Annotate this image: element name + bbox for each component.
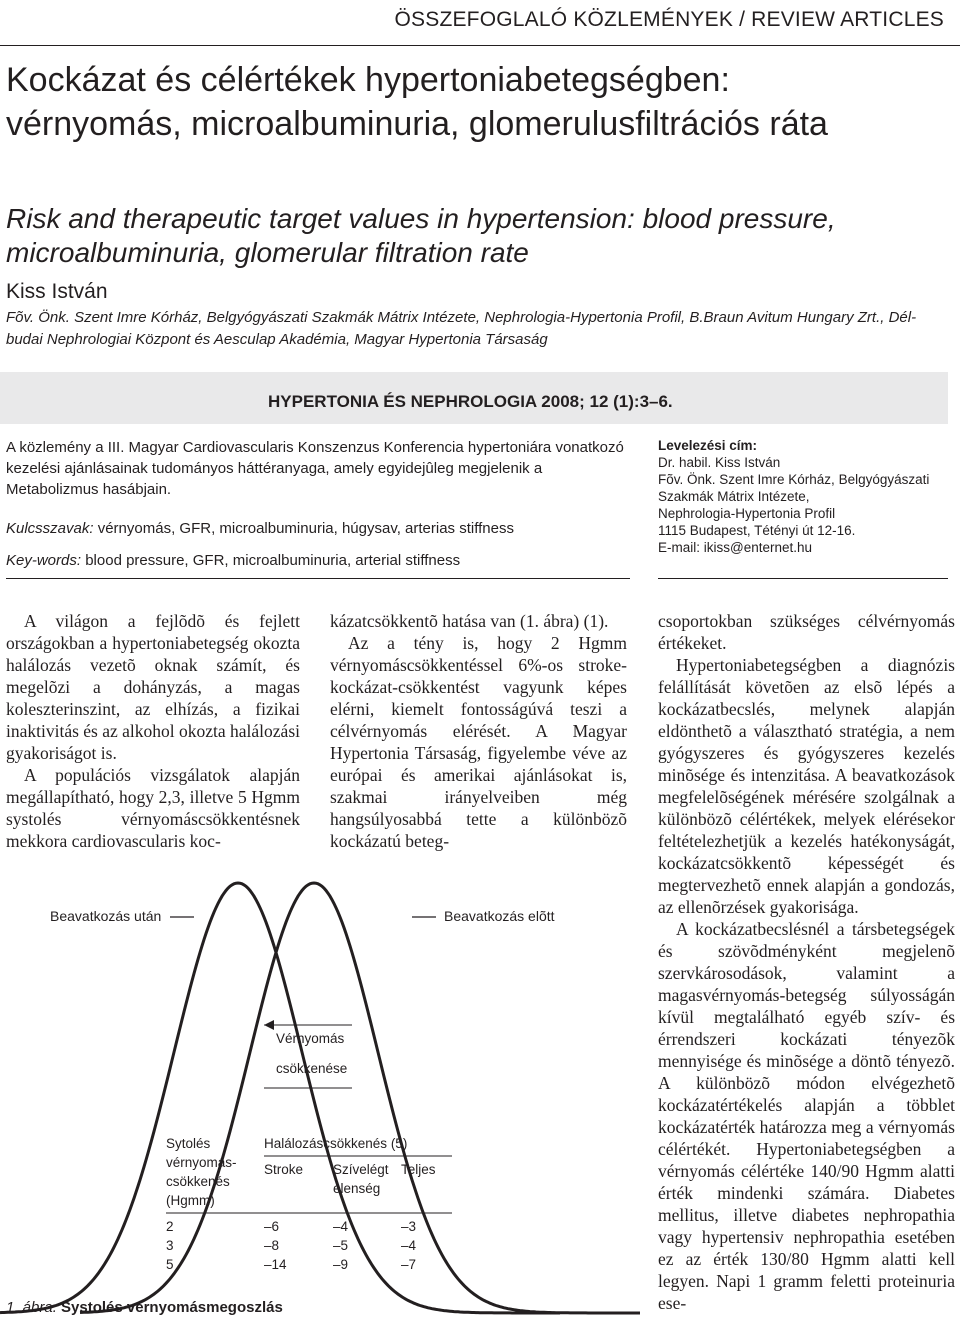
author: Kiss István bbox=[6, 280, 108, 303]
paragraph: A világon a fejlõdõ és fejlett országokban a hypertoniabetegség okozta halálozás vezetõ oknak számít, és megelõzi a dohányzás, a magas koleszterinszint, az elhízás, a fizikai inaktivitás és az alkohol okozta halálozási gyakoriságot is. bbox=[6, 611, 300, 763]
article-subtitle: Risk and therapeutic target values in hypertension: blood pressure, microalbuminuria, glomerular filtration rate bbox=[6, 203, 836, 268]
body-column-3 bbox=[658, 610, 955, 1314]
paragraph: kázatcsökkentõ hatása van (1. ábra) (1). bbox=[330, 611, 609, 631]
table-cell: –14 bbox=[264, 1257, 287, 1272]
table-cell: 3 bbox=[166, 1238, 174, 1253]
figure-1 bbox=[0, 868, 650, 1318]
figure-caption bbox=[6, 1299, 283, 1316]
keywords-en-label: Key-words: bbox=[6, 552, 82, 569]
table-cell: 2 bbox=[166, 1219, 174, 1234]
table-col3-header: Teljes bbox=[401, 1162, 436, 1177]
keywords-text: vérnyomás, GFR, microalbuminuria, húgysav, arterias stiffness bbox=[97, 520, 514, 537]
paragraph: Hypertoniabetegségben a diagnózis felállítását követõen az elsõ lépés a kockázatbecslés, melynek alapján eldönthetõ a választható stratégia, a nem gyógyszeres és gyógyszeres kezelés minõsége és intenzitása. A beavatkozások megfelelõségének mérésére szolgálnak a különbözõ célértékek, melyek elérésekor feltételezhetjük a kezelés hatékonyságát, kockázatcsökkentõ képességét és megtervezhetõ ennek alapján a gondozás, az ellenõrzések gyakorisága. bbox=[658, 655, 955, 917]
affiliation: Fõv. Önk. Szent Imre Kórház, Belgyógyászati Szakmák Mátrix Intézete, Nephrologia-Hypertonia Profil, B.Braun Avitum Hungary Zrt., Dél-budai Nephrologiai Központ és Aesculap Akadémia, Magyar Hypertonia Társaság bbox=[6, 309, 917, 348]
table-cell: –4 bbox=[401, 1238, 417, 1253]
body-column-1 bbox=[6, 610, 300, 852]
table-cell: –5 bbox=[333, 1238, 349, 1253]
paragraph: Az a tény is, hogy 2 Hgmm vérnyomáscsökkentéssel 6%-os stroke-kockázat-csökkentést vagyunk képes elérni, kiemelt fontosságúvá teszi a célvérnyomás elérését. A Magyar Hypertonia Társaság, figyelembe véve az európai és amerikai ajánlásokat is, szakmai irányelveiben még hangsúlyosabbá tette a különbözõ kockázatú beteg- bbox=[330, 633, 627, 851]
keywords-label: Kulcsszavak: bbox=[6, 520, 94, 537]
citation: HYPERTONIA ÉS NEPHROLOGIA 2008; 12 (1):3–6. bbox=[268, 392, 673, 411]
table-group-header: Halálozáscsökkenés (5) bbox=[264, 1136, 408, 1151]
table-col0-header: vérnyomás- bbox=[166, 1155, 237, 1170]
label-after: Beavatkozás után bbox=[50, 908, 162, 924]
table-cell: –9 bbox=[333, 1257, 349, 1272]
arrow-label-2: csökkenése bbox=[276, 1061, 348, 1076]
arrow-label-1: Vérnyomás bbox=[276, 1031, 345, 1046]
table-cell: –6 bbox=[264, 1219, 280, 1234]
table-col1-header: Stroke bbox=[264, 1162, 304, 1177]
table-col2-header: elenség bbox=[333, 1181, 381, 1196]
keywords-en bbox=[6, 550, 630, 571]
figure-caption-text: Systolés vérnyomásmegoszlás bbox=[61, 1299, 283, 1316]
table-col0-header: Sytolés bbox=[166, 1136, 211, 1151]
correspondence-email: E-mail: ikiss@enternet.hu bbox=[658, 540, 813, 555]
header-rule bbox=[0, 45, 960, 46]
abstract: A közlemény a III. Magyar Cardiovascularis Konszenzus Konferencia hypertoniára vonatkozó kezelési ajánlásainak tudományos háttéranyaga, amely egyidejûleg megjelenik a Metabolizmus hasábjain. bbox=[6, 439, 624, 498]
correspondence-heading: Levelezési cím: bbox=[658, 438, 758, 453]
correspondence-rule bbox=[658, 578, 948, 579]
curve-after-intervention bbox=[0, 883, 560, 1313]
section-header: ÖSSZEFOGLALÓ KÖZLEMÉNYEK / REVIEW ARTICLES bbox=[394, 8, 944, 31]
correspondence-line: Dr. habil. Kiss István bbox=[658, 455, 781, 470]
arrow-head-icon bbox=[264, 1020, 274, 1030]
abstract-rule bbox=[6, 578, 630, 579]
table-cell: –4 bbox=[333, 1219, 349, 1234]
table-cell: 5 bbox=[166, 1257, 174, 1272]
keywords bbox=[6, 518, 630, 539]
label-before: Beavatkozás elõtt bbox=[444, 908, 555, 924]
risk-table bbox=[166, 1136, 452, 1272]
correspondence-line: Fõv. Önk. Szent Imre Kórház, Belgyógyászati Szakmák Mátrix Intézete, bbox=[658, 472, 930, 504]
table-col0-header: csökkenés bbox=[166, 1174, 230, 1189]
paragraph: csoportokban szükséges célvérnyomás értékeket. bbox=[658, 611, 955, 653]
table-col2-header: Szívelégt bbox=[333, 1162, 389, 1177]
table-cell: –8 bbox=[264, 1238, 280, 1253]
correspondence-line: Nephrologia-Hypertonia Profil bbox=[658, 506, 836, 521]
table-cell: –7 bbox=[401, 1257, 417, 1272]
table-cell: –3 bbox=[401, 1219, 417, 1234]
body-column-2 bbox=[330, 610, 627, 852]
paragraph: A populációs vizsgálatok alapján megállapítható, hogy 2,3, illetve 5 Hgmm systolés vérnyomáscsökkentésnek mekkora cardiovascularis koc- bbox=[6, 765, 300, 851]
keywords-en-text: blood pressure, GFR, microalbuminuria, arterial stiffness bbox=[85, 552, 461, 569]
correspondence-line: 1115 Budapest, Tétényi út 12-16. bbox=[658, 523, 856, 538]
article-title: Kockázat és célértékek hypertoniabetegségben: vérnyomás, microalbuminuria, glomerulusfiltrációs ráta bbox=[6, 61, 828, 143]
table-col0-header: (Hgmm) bbox=[166, 1193, 215, 1208]
figure-caption-number: 1. ábra. bbox=[6, 1299, 57, 1316]
paragraph: A kockázatbecslésnél a társbetegségek és szövõdményként megjelenõ szervkárosodások, valamint a magasvérnyomás-betegség súlyosságán kívül megtalálható egyéb szív- és érrendszeri kockázati tényezõk mennyisége és minõsége a döntõ tényezõ. A különbözõ módon elvégezhetõ kockázatértékelés alapján a többlet kockázatérték határozza meg a vérnyomás célértékét. Hypertoniabetegségben a vérnyomás célértéke 140/90 Hgmm alatti érték mindenki számára. Diabetes mellitus, illetve diabetes nephropathia vagy hypertensiv nephropathia esetében ez az érték 130/80 Hgmm alatti kell legyen. Napi 1 gramm feletti proteinuria ese- bbox=[658, 919, 955, 1313]
correspondence bbox=[658, 437, 948, 556]
